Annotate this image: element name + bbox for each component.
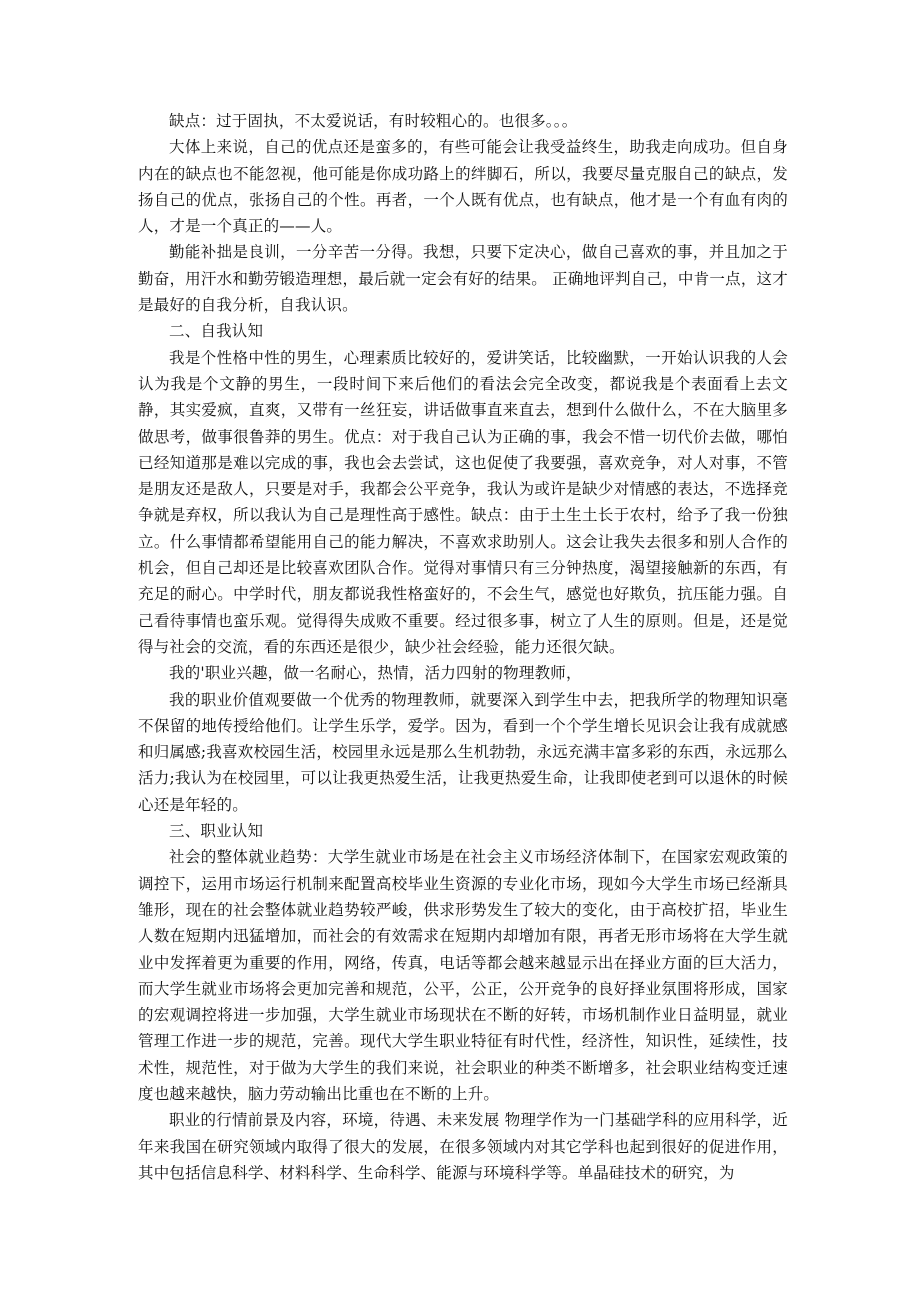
paragraph-career-values: 我的职业价值观要做一个优秀的物理教师，就要深入到学生中去，把我所学的物理知识毫不保留的地传授给他们。让学生乐学，爱学。因为，看到一个个学生增长见识会让我有成就感和归属感;我喜欢校园生活，校园里永远是那么生机勃勃，永远充满丰富多彩的东西，永远那么活力;我认为在校园里，可以让我更热爱生活，让我更热爱生命，让我即使老到可以退休的时候心还是年轻的。: [138, 690, 788, 814]
paragraph-summary: 大体上来说，自己的优点还是蛮多的，有些可能会让我受益终生，助我走向成功。但自身内在的缺点也不能忽视，他可能是你成功路上的绊脚石，所以，我要尽量克服自己的缺点，发扬自己的优点，张扬自己的个性。再者，一个人既有优点，也有缺点，他才是一个有血有肉的人，才是一个真正的——人。: [138, 138, 788, 236]
paragraph-weaknesses: 缺点：过于固执，不太爱说话，有时较粗心的。也很多。。。: [169, 112, 578, 130]
paragraph-diligence: 勤能补拙是良训，一分辛苦一分得。我想，只要下定决心，做自己喜欢的事，并且加之于勤奋，用汗水和勤劳锻造理想，最后就一定会有好的结果。 正确地评判自己，中肯一点，这才是最好的自我分析，自我认识。: [138, 243, 788, 315]
paragraph-career-prospects: 职业的行情前景及内容，环境，待遇、未来发展 物理学作为一门基础学科的应用科学，近年来我国在研究领域内取得了很大的发展，在很多领域内对其它学科也起到很好的促进作用，其中包括信息科学、材料科学、生命科学、能源与环境科学等。单晶硅技术的研究，为: [138, 1111, 788, 1182]
paragraph-personality: 我是个性格中性的男生，心理素质比较好的，爱讲笑话，比较幽默，一开始认识我的人会认为我是个文静的男生，一段时间下来后他们的看法会完全改变，都说我是个表面看上去文静，其实爱疯，直爽，又带有一丝狂妄，讲话做事直来直去，想到什么做什么，不在大脑里多做思考，做事很鲁莽的男生。优点：对于我自己认为正确的事，我会不惜一切代价去做，哪怕已经知道那是难以完成的事，我也会去尝试，这也促使了我要强，喜欢竞争，对人对事，不管是朋友还是敌人，只要是对手，我都会公平竞争，我认为或许是缺少对情感的表达，不选择竞争就是弃权，所以我认为自己是理性高于感性。缺点：由于土生土长于农村，给予了我一份独立。什么事情都希望能用自己的能力解决，不喜欢求助别人。这会让我失去很多和别人合作的机会，但自己却还是比较喜欢团队合作。觉得对事情只有三分钟热度，渴望接触新的东西，有充足的耐心。中学时代，朋友都说我性格蛮好的，不会生气，感觉也好欺负，抗压能力强。自己看待事情也蛮乐观。觉得得失成败不重要。经过很多事，树立了人生的原则。但是，还是觉得与社会的交流，看的东西还是很少，缺少社会经验，能力还很欠缺。: [138, 348, 788, 656]
heading-self-cognition: 二、自我认知: [169, 322, 264, 341]
heading-career-cognition: 三、职业认知: [169, 822, 264, 841]
paragraph-career-interest: 我的'职业兴趣，做一名耐心，热情，活力四射的物理教师，: [169, 664, 582, 683]
paragraph-employment-trend: 社会的整体就业趋势：大学生就业市场是在社会主义市场经济体制下，在国家宏观政策的调控下，运用市场运行机制来配置高校毕业生资源的专业化市场，现如今大学生市场已经渐具雏形，现在的社会整体就业趋势较严峻，供求形势发生了较大的变化，由于高校扩招，毕业生人数在短期内迅猛增加，而社会的有效需求在短期内却增加有限，再者无形市场将在大学生就业中发挥着更为重要的作用，网络，传真，电话等都会越来越显示出在择业方面的巨大活力，而大学生就业市场将会更加完善和规范，公平，公正，公开竞争的良好择业氛围将形成，国家的宏观调控将进一步加强，大学生就业市场现状在不断的好转，市场机制作业日益明显，就业管理工作进一步的规范，完善。现代大学生职业特征有时代性，经济性，知识性，延续性，技术性，规范性，对于做为大学生的我们来说，社会职业的种类不断增多，社会职业结构变迁速度也越来越快，脑力劳动输出比重也在不断的上升。: [138, 848, 788, 1103]
document-page: [138, 108, 788, 1186]
